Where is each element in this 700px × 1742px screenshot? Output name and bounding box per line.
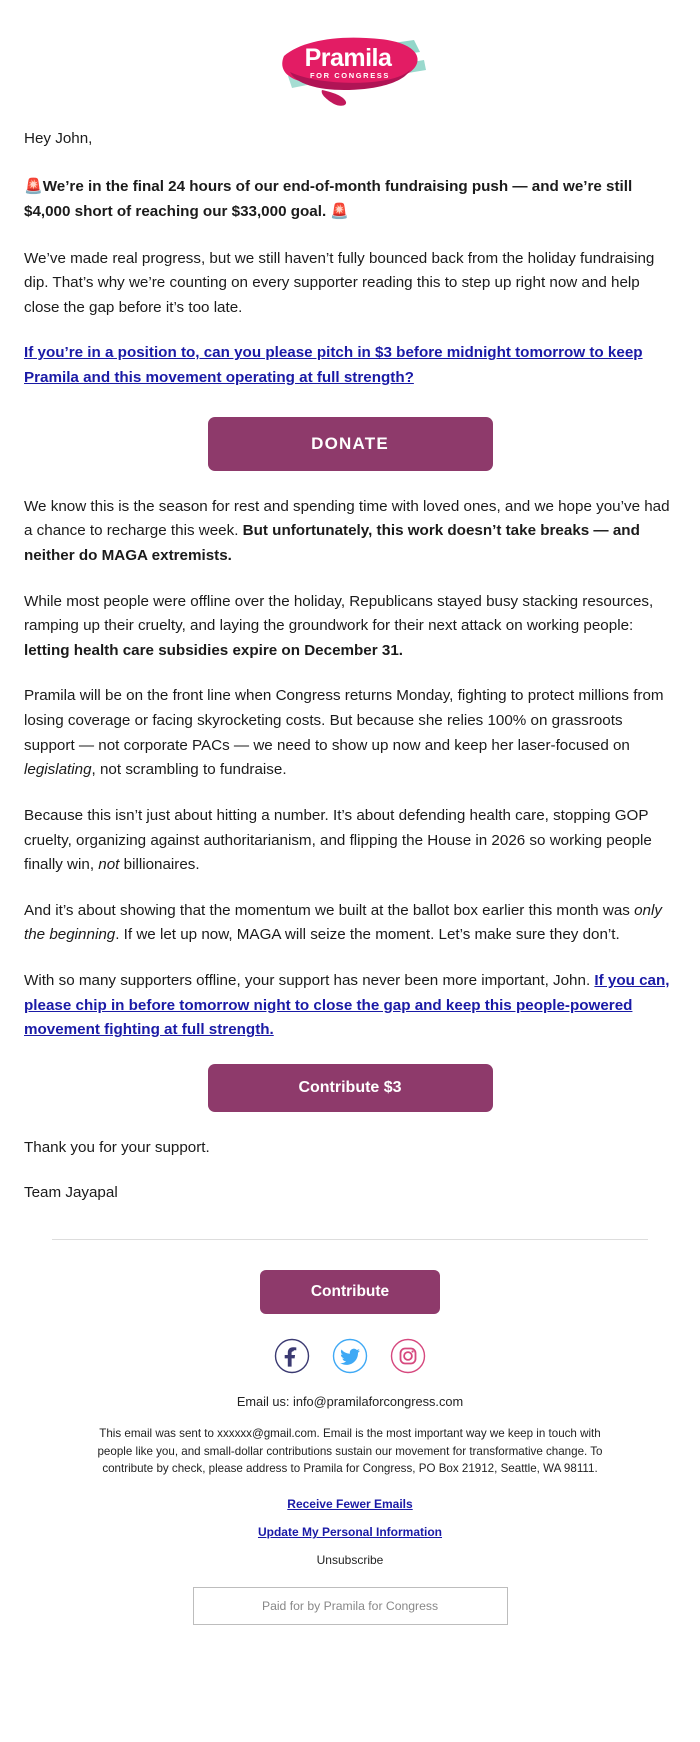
legal-disclaimer: This email was sent to xxxxxx@gmail.com. Email is the most important way we keep in touch with people like you, and small-dollar contributions sustain our movement for transformative change. To contribute by check, please address to Pramila for Congress, PO Box 21912, Seattle, WA 98111.	[97, 1427, 603, 1475]
receive-fewer-emails-link[interactable]: Receive Fewer Emails	[287, 1497, 413, 1512]
paragraph-frontline	[24, 684, 676, 783]
greeting: Hey John,	[24, 130, 93, 147]
chip-in-link[interactable]: If you can, please chip in before tomorrow night to close the gap and keep this people-powered movement fighting at full strength.	[24, 972, 670, 1039]
footer-contribute-row	[24, 1270, 676, 1314]
pramila-for-congress-logo[interactable]	[274, 26, 426, 108]
paragraph-momentum	[24, 899, 676, 948]
paragraph-stakes	[24, 804, 676, 878]
paragraph-stakes-tail: billionaires.	[119, 856, 200, 874]
paragraph-season-emphasis: But unfortunately, this work doesn’t take breaks — and neither do MAGA extremists.	[24, 522, 640, 564]
footer-divider	[52, 1239, 648, 1240]
paragraph-momentum-tail: . If we let up now, MAGA will seize the moment. Let’s make sure they don’t.	[115, 926, 620, 944]
paragraph-frontline-italic: legislating	[24, 761, 92, 779]
siren-icon: 🚨	[24, 178, 43, 196]
facebook-link[interactable]	[274, 1338, 310, 1374]
paragraph-season-lead: We know this is the season for rest and spending time with loved ones, and we hope you’ve had a chance to recharge this week.	[24, 497, 670, 540]
svg-text:FOR CONGRESS: FOR CONGRESS	[309, 71, 391, 80]
email-us-line: Email us: info@pramilaforcongress.com	[236, 1394, 464, 1410]
siren-icon-end: 🚨	[330, 202, 350, 220]
paragraph-republicans	[24, 590, 676, 664]
instagram-link[interactable]	[390, 1338, 426, 1374]
paragraph-momentum-lead: And it’s about showing that the momentum we built at the ballot box earlier this month was	[24, 901, 635, 919]
pitch-in-link[interactable]: If you’re in a position to, can you please pitch in $3 before midnight tomorrow to keep Pramila and this movement operating at full strength?	[24, 344, 643, 387]
donate-cta-row	[24, 417, 676, 471]
social-links	[24, 1338, 676, 1374]
contribute-cta-row	[24, 1064, 676, 1112]
paragraph-momentum-italic: only the beginning	[24, 901, 662, 944]
update-personal-information-link[interactable]: Update My Personal Information	[257, 1525, 443, 1540]
paragraph-stakes-lead: Because this isn’t just about hitting a number. It’s about defending health care, stopping GOP cruelty, organizing against authoritarianism, and flipping the House in 2026 so working people finally win,	[24, 806, 652, 874]
contribute-3-button[interactable]: Contribute $3	[208, 1064, 493, 1112]
logo-block	[0, 0, 700, 127]
paragraph-frontline-tail: , not scrambling to fundraise.	[91, 761, 287, 779]
twitter-icon	[332, 1338, 368, 1374]
unsubscribe-link[interactable]: Unsubscribe	[316, 1553, 384, 1568]
paragraph-frontline-lead: Pramila will be on the front line when Congress returns Monday, fighting to protect millions from losing coverage or facing skyrocketing costs. But because she relies 100% on grassroots support — not corporate PACs — we need to show up now and keep her laser-focused on	[24, 687, 664, 754]
paragraph-final-ask-lead: With so many supporters offline, your support has never been more important, John.	[24, 972, 595, 990]
svg-text:Pramila: Pramila	[304, 44, 392, 72]
paragraph-final-ask	[24, 969, 676, 1043]
donate-button[interactable]: DONATE	[208, 417, 493, 471]
instagram-icon	[390, 1338, 426, 1374]
footer-contribute-button[interactable]: Contribute	[260, 1270, 440, 1314]
email-footer	[0, 1270, 700, 1625]
paragraph-republicans-emphasis: letting health care subsidies expire on December 31.	[24, 641, 403, 659]
team-signature: Team Jayapal	[24, 1183, 118, 1201]
thank-you-line: Thank you for your support.	[24, 1138, 210, 1156]
paragraph-season	[24, 495, 676, 569]
urgency-alert-text: We’re in the final 24 hours of our end-of-month fundraising push — and we’re still $4,000 short of reaching our $33,000 goal.	[24, 178, 633, 220]
urgency-alert	[24, 175, 676, 224]
paragraph-ask-link	[24, 341, 676, 390]
paid-for-by-box: Paid for by Pramila for Congress	[193, 1587, 508, 1625]
paragraph-progress: We’ve made real progress, but we still haven’t fully bounced back from the holiday fundraising dip. That’s why we’re counting on every supporter reading this to step up right now and help close the gap before it’s too late.	[24, 249, 655, 316]
twitter-link[interactable]	[332, 1338, 368, 1374]
facebook-icon	[274, 1338, 310, 1374]
email-content	[0, 127, 700, 1205]
paragraph-republicans-lead: While most people were offline over the holiday, Republicans stayed busy stacking resources, ramping up their cruelty, and laying the groundwork for their next attack on working people:	[24, 592, 654, 635]
paragraph-stakes-italic: not	[98, 856, 120, 874]
